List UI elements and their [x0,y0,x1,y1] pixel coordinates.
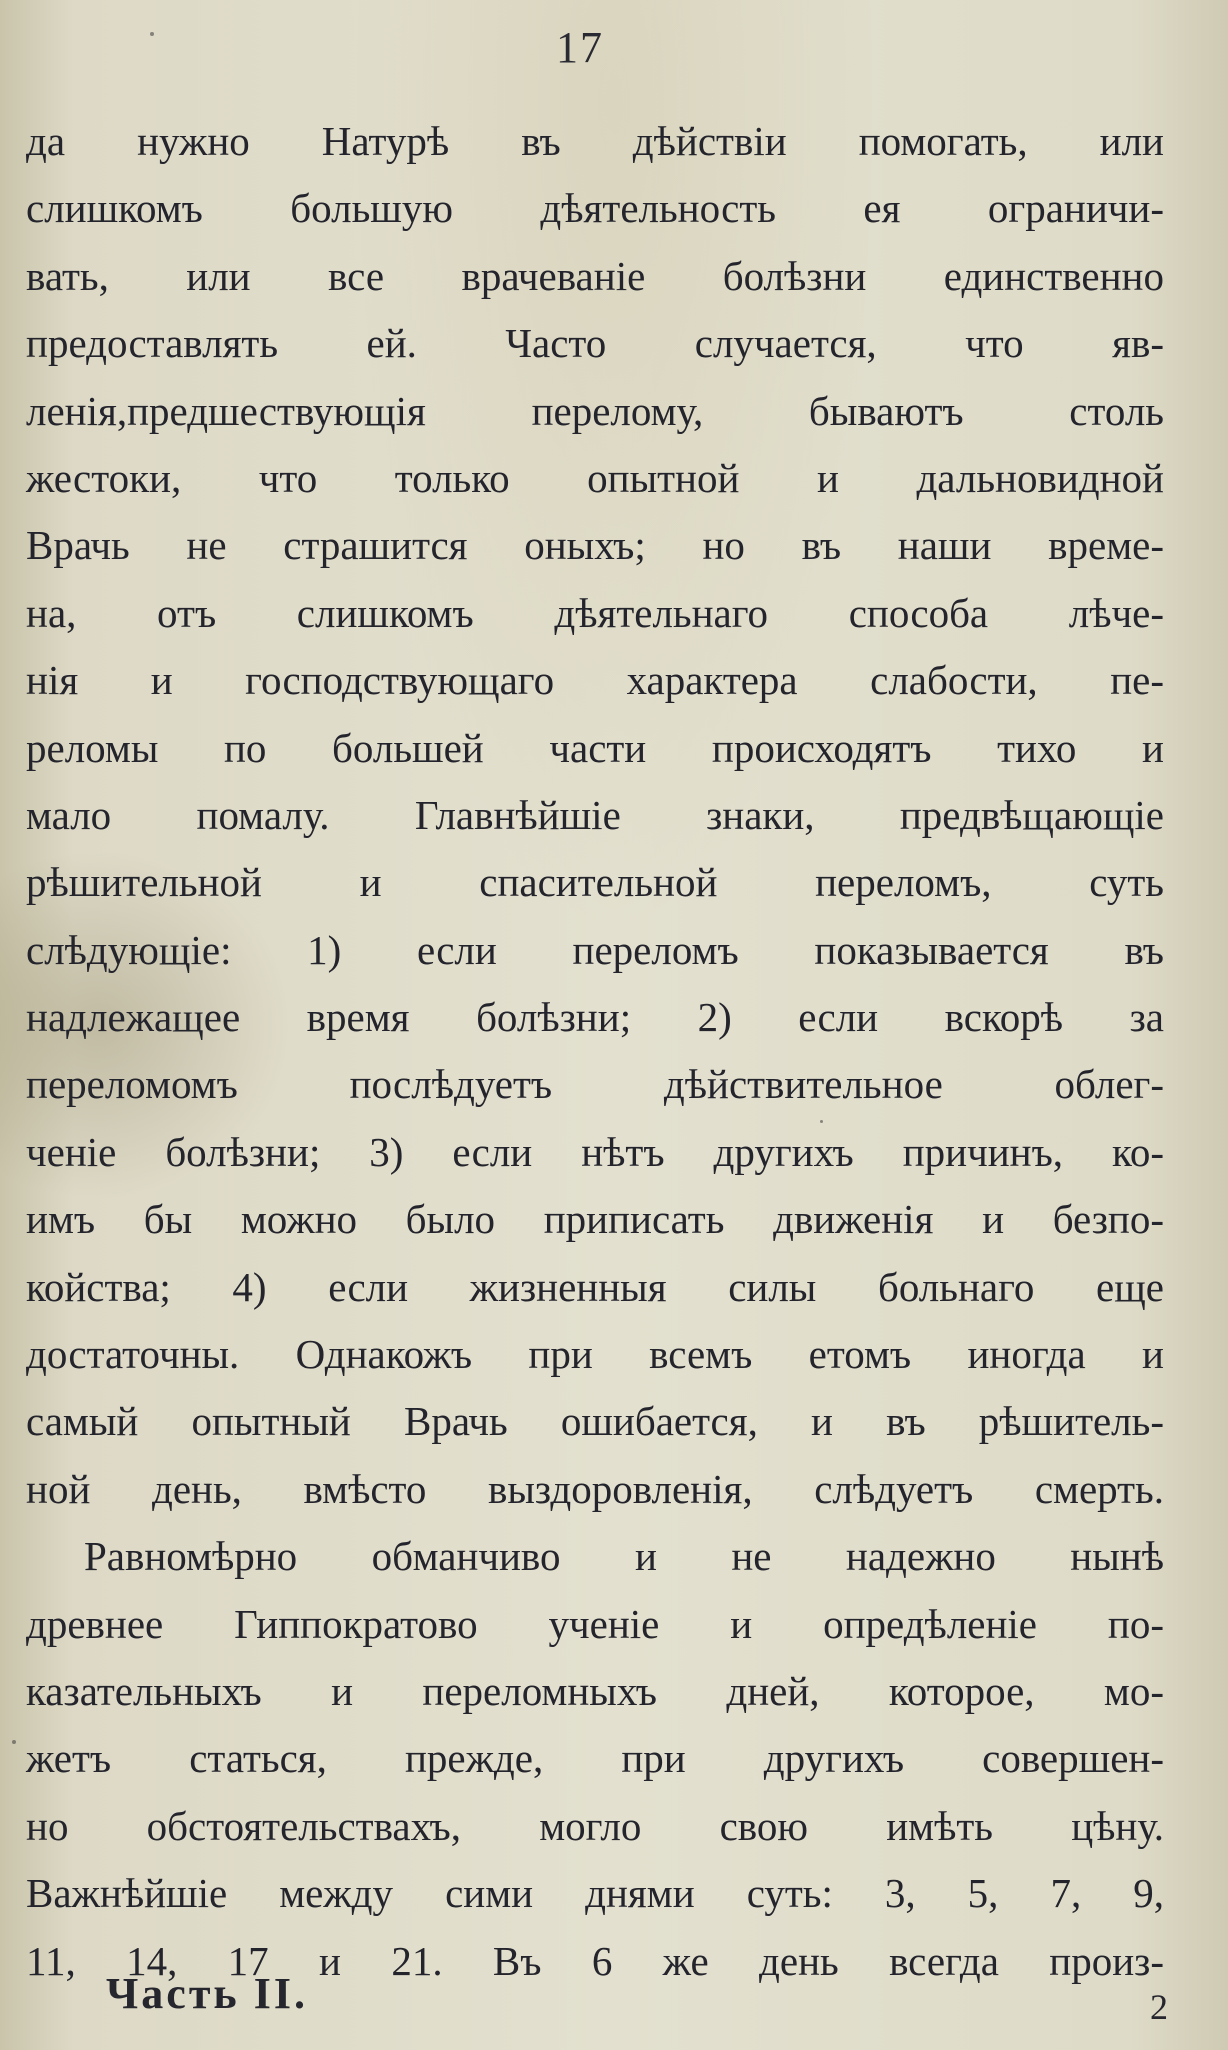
text-line: самый опытный Врачь ошибается, и въ рѣшитель- [26,1398,1164,1445]
page-number: 17 [556,23,604,72]
text-line: нія и господствующаго характера слабости, пе- [26,657,1164,704]
text-line: ченіе болѣзни; 3) если нѣтъ другихъ причинъ, ко- [26,1128,1164,1175]
paper-speck [820,1120,823,1123]
text-line: слѣдующіе: 1) если переломъ показывается въ [26,926,1164,973]
text-line: Важнѣйшіе между сими днями суть: 3, 5, 7, 9, [26,1870,1164,1917]
text-line: мало помалу. Главнѣйшіе знаки, предвѣщающіе [26,791,1164,838]
text-line: достаточны. Однакожъ при всемъ етомъ иногда и [26,1331,1164,1378]
text-line: переломомъ послѣдуетъ дѣйствительное облег- [26,1061,1164,1108]
text-line: ленія,предшествующія перелому, бываютъ столь [26,387,1164,434]
text-line: 11, 14, 17 и 21. Въ 6 же день всегда произ- [26,1937,1164,1984]
text-line: Врачь не страшится оныхъ; но въ наши време- [26,522,1164,569]
text-line: имъ бы можно было приписать движенія и безпо- [26,1196,1164,1243]
text-line: жетъ статься, прежде, при другихъ совершен- [26,1735,1164,1782]
text-line: но обстоятельствахъ, могло свою имѣть цѣну. [26,1802,1164,1849]
signature-mark: Часть II. [106,1969,308,2018]
text-line: на, отъ слишкомъ дѣятельнаго способа лѣче- [26,589,1164,636]
paper-speck [150,32,154,36]
text-line: жестоки, что только опытной и дальновидной [26,454,1164,501]
text-line: ной день, вмѣсто выздоровленія, слѣдуетъ смерть. [26,1465,1164,1512]
page-footer [26,1968,1176,2038]
text-line: слишкомъ большую дѣятельность ея ограничи- [26,185,1164,232]
body-text [26,108,1164,1995]
paper-speck [12,1740,16,1744]
text-line: да нужно Натурѣ въ дѣйствіи помогать, или [26,118,1164,164]
text-line: койства; 4) если жизненныя силы больнаго еще [26,1263,1164,1310]
gathering-number: 2 [1150,1987,1168,2027]
text-line: рѣшительной и спасительной переломъ, суть [26,859,1164,906]
text-line: древнее Гиппократово ученіе и опредѣленіе по- [26,1600,1164,1647]
text-line: надлежащее время болѣзни; 2) если вскорѣ за [26,994,1164,1041]
text-line: вать, или все врачеваніе болѣзни единственно [26,252,1164,299]
text-line: предоставлять ей. Часто случается, что яв- [26,320,1164,367]
paragraph-start-line: Равномѣрно обманчиво и не надежно нынѣ [84,1533,1164,1580]
text-line: реломы по большей части происходятъ тихо и [26,724,1164,771]
text-line: казательныхъ и переломныхъ дней, которое, мо- [26,1667,1164,1714]
